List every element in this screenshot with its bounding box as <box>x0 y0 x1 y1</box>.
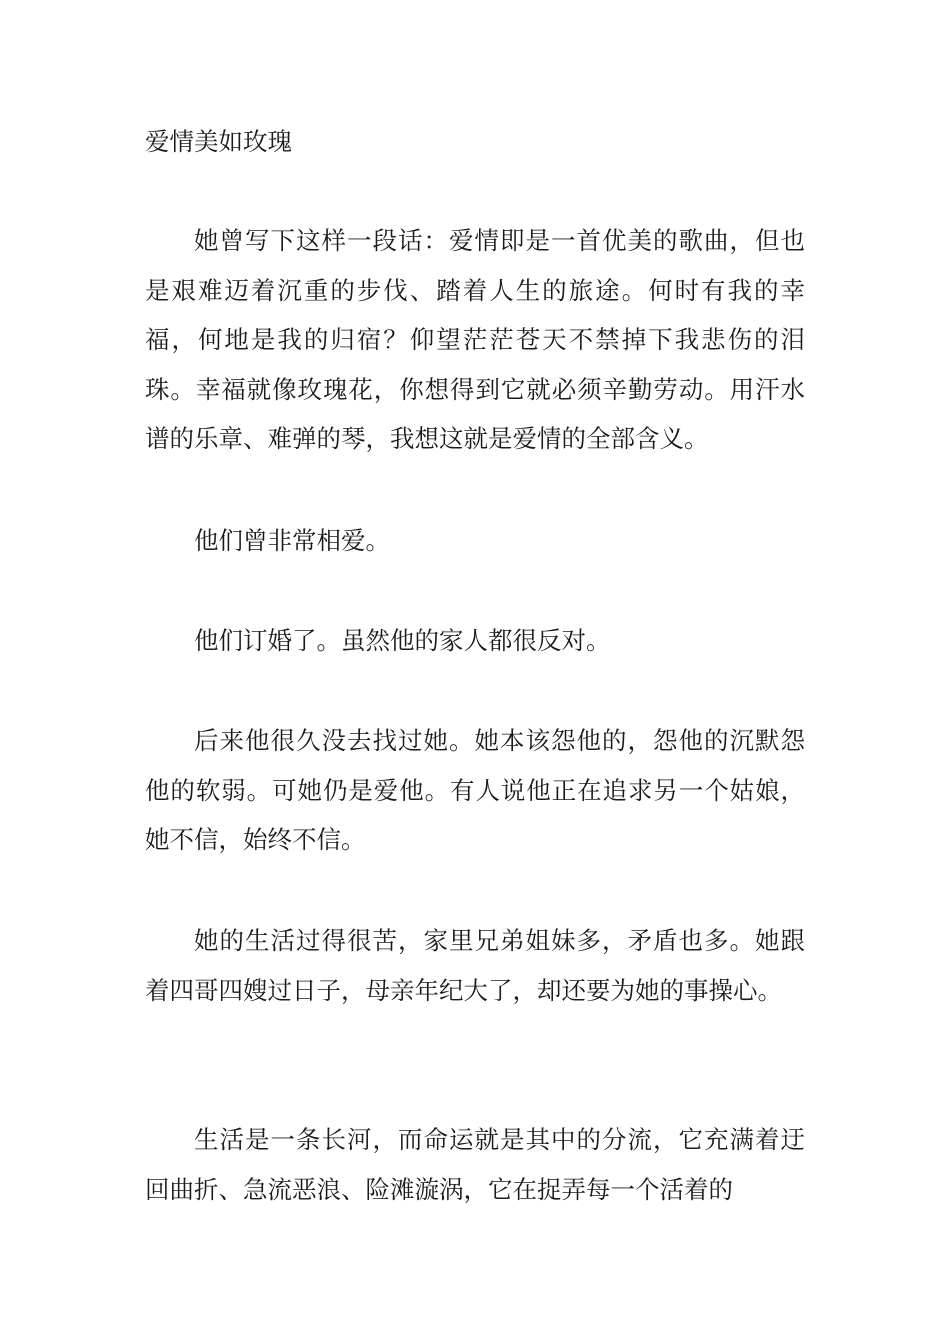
paragraph-5: 她的生活过得很苦，家里兄弟姐妹多，矛盾也多。她跟着四哥四嫂过日子，母亲年纪大了，却还要为她的事操心。 <box>145 926 805 1005</box>
paragraph-2: 他们曾非常相爱。 <box>194 526 390 555</box>
paragraph-1: 她曾写下这样一段话：爱情即是一首优美的歌曲，但也是艰难迈着沉重的步伐、踏着人生的旅途。何时有我的幸福，何地是我的归宿？仰望茫茫苍天不禁掉下我悲伤的泪珠。幸福就像玫瑰花，你想得到它就必须辛勤劳动。用汗水谱的乐章、难弹的琴，我想这就是爱情的全部含义。 <box>145 226 805 453</box>
document-title: 爱情美如玫瑰 <box>145 127 292 156</box>
paragraph-6: 生活是一条长河，而命运就是其中的分流，它充满着迂回曲折、急流恶浪、险滩漩涡，它在捉弄每一个活着的 <box>145 1125 805 1204</box>
paragraph-3: 他们订婚了。虽然他的家人都很反对。 <box>194 626 611 655</box>
paragraph-4: 后来他很久没去找过她。她本该怨他的，怨他的沉默怨他的软弱。可她仍是爱他。有人说他正在追求另一个姑娘，她不信，始终不信。 <box>145 726 805 854</box>
